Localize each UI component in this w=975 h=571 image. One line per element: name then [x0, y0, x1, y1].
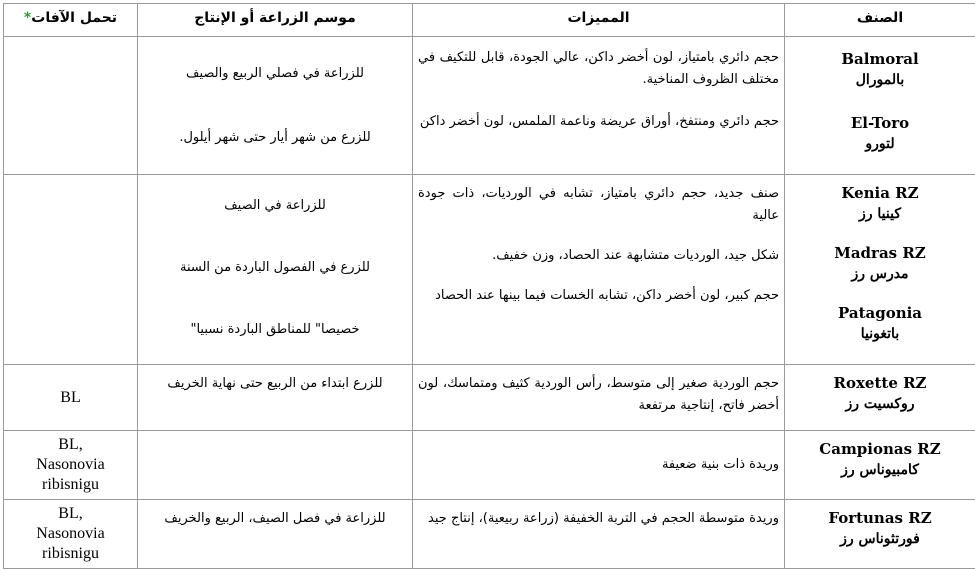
variety-cell [785, 431, 975, 500]
features-cell [413, 431, 785, 500]
season-cell [138, 175, 413, 365]
season-text: للزرع من شهر أيار حتى شهر أيلول. [179, 130, 371, 145]
variety-cell [785, 500, 975, 569]
variety-arabic: روكسيت رز [845, 396, 915, 412]
variety-arabic: بالمورال [855, 72, 905, 88]
season-text: خصيصا" للمناطق الباردة نسبيا" [190, 322, 360, 337]
features-cell [413, 175, 785, 365]
pest-text: Nasonovia [36, 456, 105, 473]
pest-cell [4, 431, 138, 500]
pest-text: ribisnigu [42, 545, 99, 562]
header-row [4, 4, 975, 37]
season-text: للزرع ابتداء من الربيع حتى نهاية الخريف [167, 376, 383, 391]
variety-arabic: فورتثوناس رز [840, 531, 920, 547]
header-pest-label: تحمل الآفات [31, 10, 118, 26]
features-cell [413, 500, 785, 569]
pest-cell [4, 37, 138, 175]
header-season: موسم الزراعة أو الإنتاج [194, 10, 356, 26]
feature-text: حجم دائري ومنتفخ، أوراق عريضة وناعمة الملمس، لون أخضر داكن [419, 114, 779, 129]
header-pest-cell [4, 4, 138, 37]
variety-latin: Balmoral [841, 50, 919, 68]
feature-text: حجم كبير، لون أخضر داكن، تشابه الخسات فيما بينها عند الحصاد [435, 288, 779, 303]
table-row [4, 365, 975, 431]
variety-latin: Kenia RZ [841, 184, 919, 202]
header-features-cell [413, 4, 785, 37]
header-variety: الصنف [856, 10, 904, 26]
variety-arabic: كامبيوناس رز [841, 462, 919, 478]
variety-cell [785, 365, 975, 431]
variety-arabic: مدرس رز [851, 266, 909, 282]
pest-text: BL [60, 388, 81, 406]
season-cell [138, 37, 413, 175]
header-variety-cell [785, 4, 975, 37]
pest-cell [4, 365, 138, 431]
season-text: للزراعة في فصلي الربيع والصيف [186, 66, 364, 81]
variety-cell [785, 37, 975, 175]
season-cell [138, 365, 413, 431]
pest-text: ribisnigu [42, 476, 99, 493]
header-pest [9, 4, 132, 26]
features-cell [413, 37, 785, 175]
varieties-table [3, 3, 975, 569]
variety-arabic: باتغونيا [860, 326, 900, 342]
variety-latin: Roxette RZ [833, 374, 927, 392]
table-row [4, 431, 975, 500]
season-cell [138, 500, 413, 569]
feature-text: صنف جديد، حجم دائري بامتياز، تشابه في الورديات، ذات جودة عالية [418, 186, 779, 223]
header-season-cell [138, 4, 413, 37]
variety-latin: Madras RZ [834, 244, 926, 262]
pest-text: BL, [58, 436, 83, 453]
variety-cell [785, 175, 975, 365]
pest-cell [4, 175, 138, 365]
feature-text: حجم الوردية صغير إلى متوسط، رأس الوردية كثيف ومتماسك، لون أخضر فاتح، إنتاجية مرتفعة [418, 376, 779, 413]
header-pest-star: * [23, 10, 32, 26]
variety-latin: El-Toro [850, 114, 910, 132]
pest-cell [4, 500, 138, 569]
feature-text: حجم دائري بامتياز، لون أخضر داكن، عالي الجودة، قابل للتكيف في مختلف الظروف المناخية. [418, 50, 779, 87]
features-cell [413, 365, 785, 431]
pest-text: Nasonovia [36, 525, 105, 542]
variety-latin: Campionas RZ [819, 440, 941, 458]
variety-latin: Fortunas RZ [828, 509, 932, 527]
table-row [4, 500, 975, 569]
season-text: للزراعة في الصيف [224, 198, 326, 213]
variety-latin: Patagonia [837, 304, 923, 322]
season-text: للزراعة في فصل الصيف، الربيع والخريف [164, 511, 386, 526]
header-features: المميزات [567, 10, 630, 26]
table-row [4, 37, 975, 175]
season-text: للزرع في الفصول الباردة من السنة [179, 260, 371, 275]
season-cell [138, 431, 413, 500]
pest-text: BL, [58, 505, 83, 522]
table-row [4, 175, 975, 365]
feature-text: شكل جيد، الورديات متشابهة عند الحصاد، وزن خفيف. [492, 248, 779, 263]
variety-arabic: لتورو [865, 136, 895, 152]
variety-arabic: كينيا رز [859, 206, 901, 222]
feature-text: وريدة ذات بنية ضعيفة [661, 457, 779, 472]
feature-text: وريدة متوسطة الحجم في التربة الخفيفة (زراعة ربيعية)، إنتاج جيد [428, 511, 779, 526]
